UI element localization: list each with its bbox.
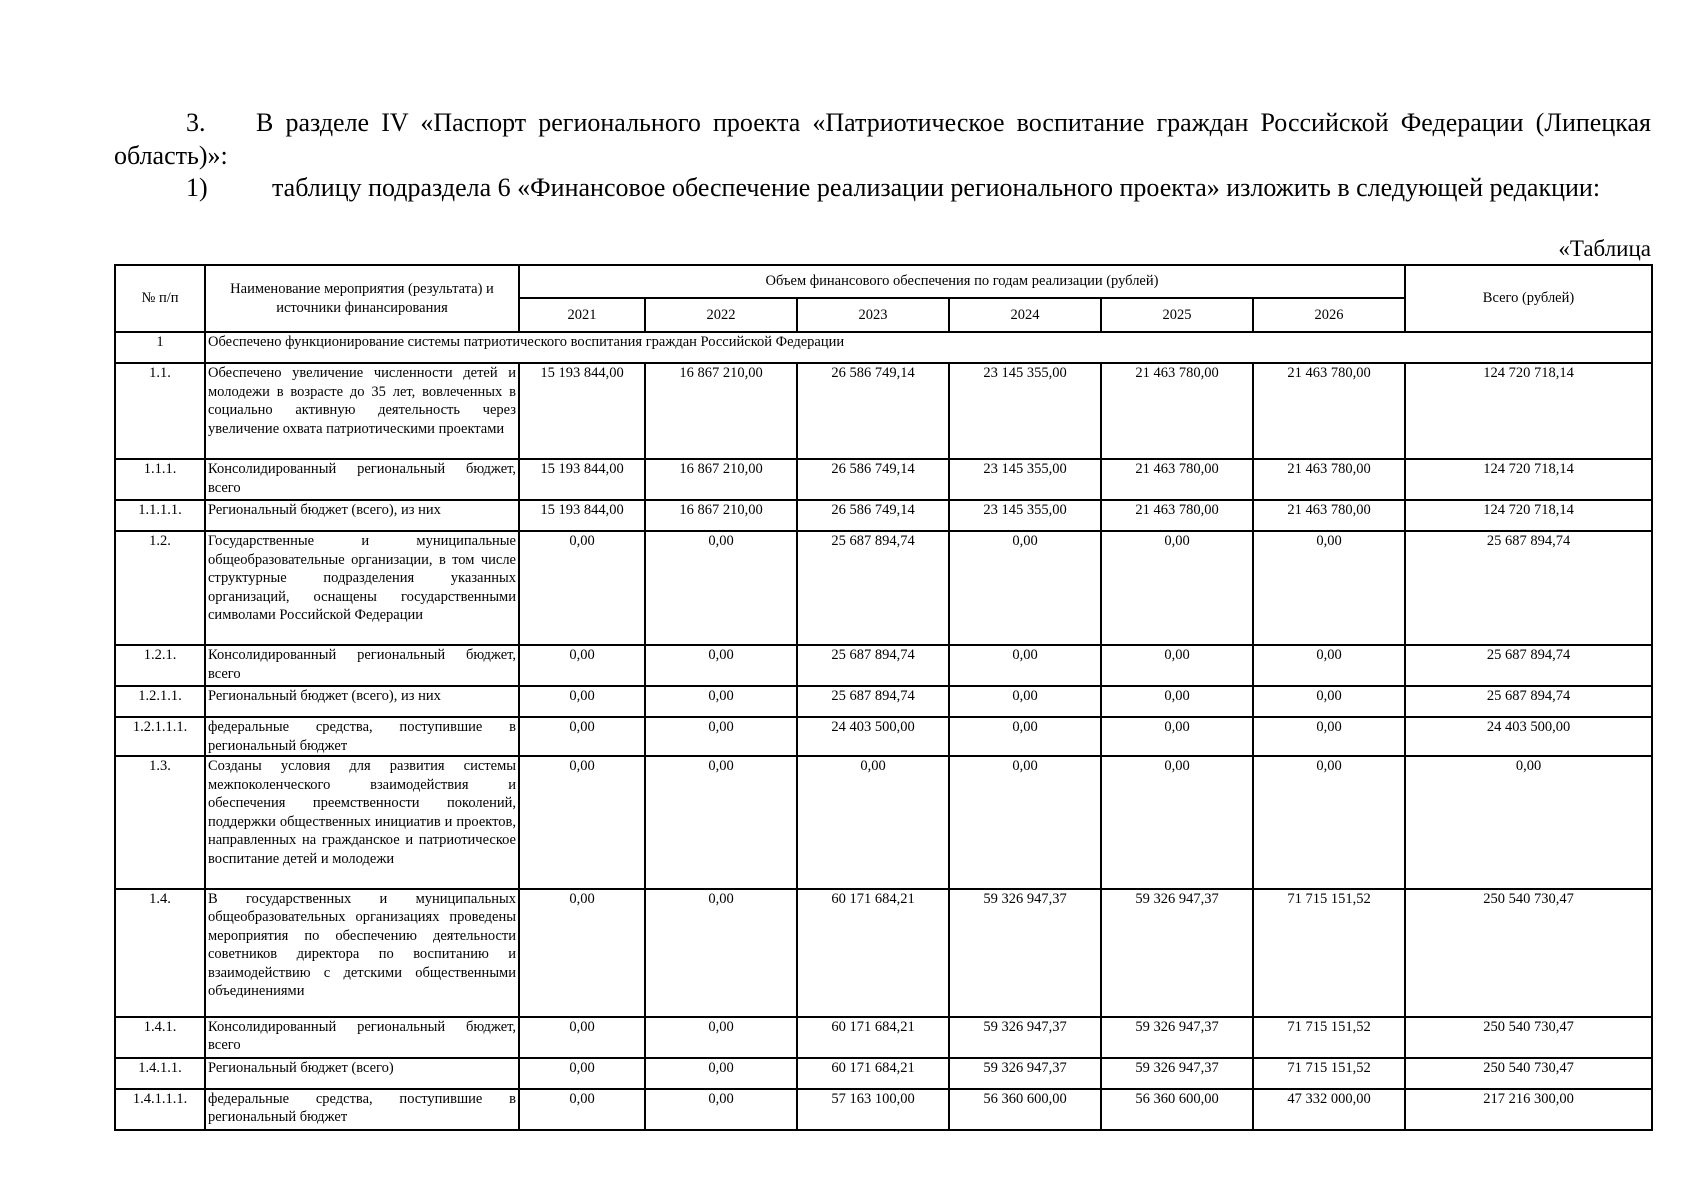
row-value-2026: 0,00 <box>1253 686 1405 717</box>
paragraph-1-text: таблицу подраздела 6 «Финансовое обеспечение реализации регионального проекта» изложить в следующей редакции: <box>272 173 1601 202</box>
row-num: 1.2. <box>115 531 205 645</box>
row-value-2022: 16 867 210,00 <box>645 500 797 531</box>
row-value-2025: 56 360 600,00 <box>1101 1089 1253 1130</box>
row-value-2025: 0,00 <box>1101 717 1253 756</box>
row-value-2023: 24 403 500,00 <box>797 717 949 756</box>
row-name: Консолидированный региональный бюджет, всего <box>205 645 519 686</box>
table-row <box>115 1017 1652 1058</box>
table-row <box>115 645 1652 686</box>
row-total: 124 720 718,14 <box>1405 363 1652 459</box>
row-name: Региональный бюджет (всего), из них <box>205 500 519 531</box>
row-total: 217 216 300,00 <box>1405 1089 1652 1130</box>
row-value-2023: 26 586 749,14 <box>797 459 949 500</box>
row-total: 124 720 718,14 <box>1405 459 1652 500</box>
row-num: 1.1.1. <box>115 459 205 500</box>
row-value-2021: 15 193 844,00 <box>519 459 645 500</box>
row-value-2026: 47 332 000,00 <box>1253 1089 1405 1130</box>
paragraph-3-number: 3. <box>186 108 206 137</box>
table-row <box>115 889 1652 1017</box>
row-value-2024: 23 145 355,00 <box>949 459 1101 500</box>
row-value-2024: 0,00 <box>949 756 1101 888</box>
row-value-2024: 23 145 355,00 <box>949 363 1101 459</box>
row-value-2021: 0,00 <box>519 1058 645 1089</box>
row-value-2026: 0,00 <box>1253 645 1405 686</box>
row-value-2024: 56 360 600,00 <box>949 1089 1101 1130</box>
row-value-2023: 60 171 684,21 <box>797 889 949 1017</box>
row-value-2025: 59 326 947,37 <box>1101 1017 1253 1058</box>
row-value-2021: 15 193 844,00 <box>519 363 645 459</box>
row-value-2021: 0,00 <box>519 1017 645 1058</box>
paragraph-3-text: В разделе IV «Паспорт регионального проекта «Патриотическое воспитание граждан Российской Федерации (Липецкая область)»: <box>114 108 1651 170</box>
row-name: Консолидированный региональный бюджет, всего <box>205 1017 519 1058</box>
row-value-2023: 26 586 749,14 <box>797 363 949 459</box>
row-value-2026: 0,00 <box>1253 756 1405 888</box>
table-row <box>115 686 1652 717</box>
header-year: 2024 <box>949 298 1101 332</box>
row-value-2021: 0,00 <box>519 889 645 1017</box>
row-value-2026: 21 463 780,00 <box>1253 459 1405 500</box>
row-value-2024: 59 326 947,37 <box>949 889 1101 1017</box>
row-value-2021: 0,00 <box>519 531 645 645</box>
table-row <box>115 363 1652 459</box>
row-value-2026: 0,00 <box>1253 531 1405 645</box>
row-value-2021: 0,00 <box>519 645 645 686</box>
header-year: 2026 <box>1253 298 1405 332</box>
row-value-2022: 0,00 <box>645 717 797 756</box>
row-value-2023: 25 687 894,74 <box>797 531 949 645</box>
row-value-2021: 0,00 <box>519 686 645 717</box>
row-name: федеральные средства, поступившие в региональный бюджет <box>205 1089 519 1130</box>
header-years-group: Объем финансового обеспечения по годам реализации (рублей) <box>519 265 1405 298</box>
row-value-2024: 59 326 947,37 <box>949 1058 1101 1089</box>
row-value-2021: 0,00 <box>519 756 645 888</box>
row-total: 124 720 718,14 <box>1405 500 1652 531</box>
row-value-2026: 21 463 780,00 <box>1253 363 1405 459</box>
row-value-2022: 0,00 <box>645 531 797 645</box>
paragraph-3 <box>114 106 1651 172</box>
row-value-2025: 0,00 <box>1101 531 1253 645</box>
row-num: 1.1.1.1. <box>115 500 205 531</box>
row-name: В государственных и муниципальных общеобразовательных организациях проведены мероприятия по обеспечению деятельности советников директора по воспитанию и взаимодействию с детскими общественными объединениями <box>205 889 519 1017</box>
section-row <box>115 332 1652 363</box>
header-year: 2023 <box>797 298 949 332</box>
row-num: 1.4.1. <box>115 1017 205 1058</box>
row-value-2024: 0,00 <box>949 686 1101 717</box>
header-row-1 <box>115 265 1652 298</box>
row-value-2023: 0,00 <box>797 756 949 888</box>
section-title: Обеспечено функционирование системы патриотического воспитания граждан Российской Федерации <box>205 332 1652 363</box>
row-value-2026: 0,00 <box>1253 717 1405 756</box>
row-num: 1.2.1.1.1. <box>115 717 205 756</box>
row-value-2023: 60 171 684,21 <box>797 1058 949 1089</box>
row-name: Обеспечено увеличение численности детей и молодежи в возрасте до 35 лет, вовлеченных в социально активную деятельность через увеличение охвата патриотическими проектами <box>205 363 519 459</box>
header-year: 2025 <box>1101 298 1253 332</box>
row-total: 25 687 894,74 <box>1405 686 1652 717</box>
header-name: Наименование мероприятия (результата) и источники финансирования <box>205 265 519 332</box>
table-row <box>115 531 1652 645</box>
header-total: Всего (рублей) <box>1405 265 1652 332</box>
row-value-2024: 0,00 <box>949 645 1101 686</box>
row-total: 250 540 730,47 <box>1405 1017 1652 1058</box>
row-total: 24 403 500,00 <box>1405 717 1652 756</box>
row-value-2022: 0,00 <box>645 756 797 888</box>
row-total: 250 540 730,47 <box>1405 889 1652 1017</box>
row-value-2022: 0,00 <box>645 889 797 1017</box>
row-value-2025: 59 326 947,37 <box>1101 889 1253 1017</box>
section-num: 1 <box>115 332 205 363</box>
row-num: 1.2.1.1. <box>115 686 205 717</box>
row-value-2022: 0,00 <box>645 686 797 717</box>
row-value-2025: 59 326 947,37 <box>1101 1058 1253 1089</box>
row-value-2026: 71 715 151,52 <box>1253 889 1405 1017</box>
table-row <box>115 756 1652 888</box>
row-value-2023: 57 163 100,00 <box>797 1089 949 1130</box>
row-value-2022: 16 867 210,00 <box>645 459 797 500</box>
row-name: Региональный бюджет (всего) <box>205 1058 519 1089</box>
header-year: 2022 <box>645 298 797 332</box>
paragraph-1-number: 1) <box>186 173 208 202</box>
row-value-2025: 0,00 <box>1101 645 1253 686</box>
row-value-2026: 71 715 151,52 <box>1253 1058 1405 1089</box>
row-value-2022: 0,00 <box>645 1058 797 1089</box>
table-row <box>115 1058 1652 1089</box>
row-value-2023: 26 586 749,14 <box>797 500 949 531</box>
row-value-2023: 60 171 684,21 <box>797 1017 949 1058</box>
row-value-2023: 25 687 894,74 <box>797 645 949 686</box>
row-value-2024: 23 145 355,00 <box>949 500 1101 531</box>
header-year: 2021 <box>519 298 645 332</box>
row-value-2024: 0,00 <box>949 717 1101 756</box>
row-num: 1.4.1.1.1. <box>115 1089 205 1130</box>
row-num: 1.4.1.1. <box>115 1058 205 1089</box>
row-value-2025: 21 463 780,00 <box>1101 500 1253 531</box>
row-name: Консолидированный региональный бюджет, всего <box>205 459 519 500</box>
row-num: 1.3. <box>115 756 205 888</box>
table-caption: «Таблица <box>1558 236 1651 261</box>
row-value-2025: 0,00 <box>1101 756 1253 888</box>
header-num: № п/п <box>115 265 205 332</box>
row-value-2025: 0,00 <box>1101 686 1253 717</box>
row-name: Созданы условия для развития системы межпоколенческого взаимодействия и обеспечения преемственности поколений, поддержки общественных инициатив и проектов, направленных на гражданское и патриотическое воспитание детей и молодежи <box>205 756 519 888</box>
row-value-2026: 71 715 151,52 <box>1253 1017 1405 1058</box>
paragraph-1 <box>114 171 1651 204</box>
row-value-2025: 21 463 780,00 <box>1101 459 1253 500</box>
row-value-2022: 0,00 <box>645 645 797 686</box>
row-num: 1.2.1. <box>115 645 205 686</box>
row-value-2026: 21 463 780,00 <box>1253 500 1405 531</box>
table-row <box>115 459 1652 500</box>
row-name: Государственные и муниципальные общеобразовательные организации, в том числе структурные подразделения указанных организаций, оснащены государственными символами Российской Федерации <box>205 531 519 645</box>
row-name: Региональный бюджет (всего), из них <box>205 686 519 717</box>
financing-table <box>114 264 1653 1131</box>
row-num: 1.1. <box>115 363 205 459</box>
row-value-2024: 59 326 947,37 <box>949 1017 1101 1058</box>
row-value-2023: 25 687 894,74 <box>797 686 949 717</box>
row-value-2021: 0,00 <box>519 717 645 756</box>
row-value-2022: 0,00 <box>645 1089 797 1130</box>
row-value-2022: 16 867 210,00 <box>645 363 797 459</box>
row-num: 1.4. <box>115 889 205 1017</box>
row-value-2024: 0,00 <box>949 531 1101 645</box>
row-total: 25 687 894,74 <box>1405 645 1652 686</box>
row-value-2021: 15 193 844,00 <box>519 500 645 531</box>
row-value-2025: 21 463 780,00 <box>1101 363 1253 459</box>
row-total: 250 540 730,47 <box>1405 1058 1652 1089</box>
row-total: 25 687 894,74 <box>1405 531 1652 645</box>
table-row <box>115 1089 1652 1130</box>
row-value-2021: 0,00 <box>519 1089 645 1130</box>
row-value-2022: 0,00 <box>645 1017 797 1058</box>
table-row <box>115 717 1652 756</box>
row-name: федеральные средства, поступившие в региональный бюджет <box>205 717 519 756</box>
row-total: 0,00 <box>1405 756 1652 888</box>
table-row <box>115 500 1652 531</box>
